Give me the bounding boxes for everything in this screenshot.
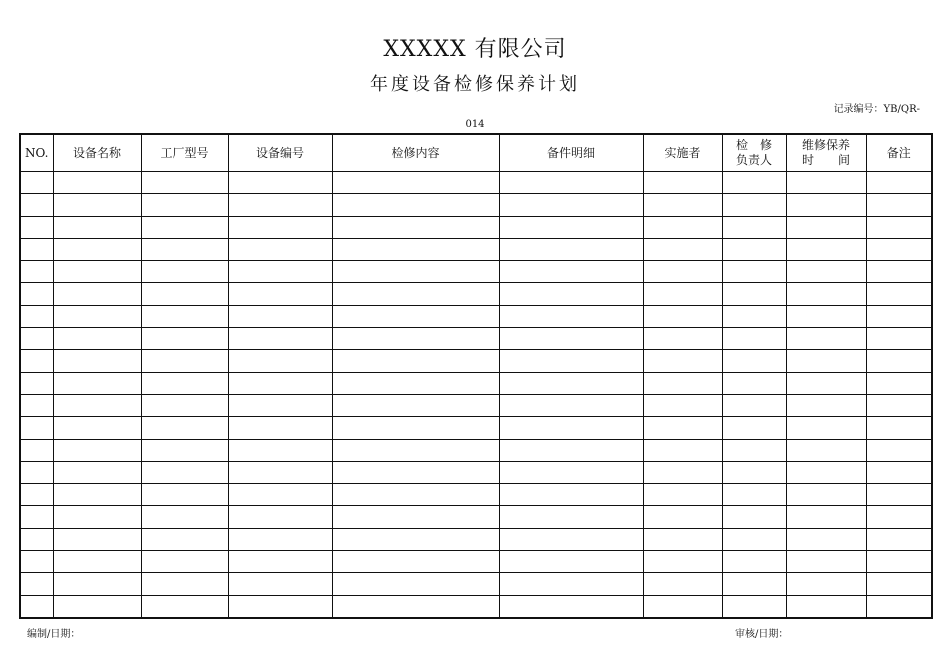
table-row <box>20 283 932 305</box>
cell-no[interactable] <box>20 595 53 618</box>
record-number-label: 记录编号：YB/QR- <box>833 104 920 115</box>
cell-equipment-number[interactable] <box>228 417 332 439</box>
cell-equipment-name[interactable] <box>53 595 141 618</box>
cell-responsible[interactable] <box>722 350 786 372</box>
cell-equipment-name[interactable] <box>53 528 141 550</box>
cell-maintenance-time[interactable] <box>786 484 866 506</box>
cell-equipment-name[interactable] <box>53 194 141 216</box>
cell-equipment-number[interactable] <box>228 484 332 506</box>
cell-equipment-number[interactable] <box>228 461 332 483</box>
cell-factory-model[interactable] <box>141 417 228 439</box>
cell-factory-model[interactable] <box>141 528 228 550</box>
cell-maintenance-content[interactable] <box>332 461 499 483</box>
document-title: 年度设备检修保养计划 <box>370 74 580 95</box>
cell-factory-model[interactable] <box>141 484 228 506</box>
cell-responsible[interactable] <box>722 551 786 573</box>
cell-maintenance-content[interactable] <box>332 372 499 394</box>
cell-implementer[interactable] <box>643 305 722 327</box>
cell-implementer[interactable] <box>643 461 722 483</box>
cell-maintenance-content[interactable] <box>332 595 499 618</box>
cell-no[interactable] <box>20 172 53 194</box>
column-header-label: 实施者 <box>664 145 701 160</box>
cell-spare-parts[interactable] <box>499 372 643 394</box>
table-row <box>20 305 932 327</box>
cell-spare-parts[interactable] <box>499 194 643 216</box>
cell-spare-parts[interactable] <box>499 328 643 350</box>
cell-maintenance-time[interactable] <box>786 261 866 283</box>
cell-remarks[interactable] <box>866 461 932 483</box>
cell-no[interactable] <box>20 261 53 283</box>
table-row <box>20 461 932 483</box>
cell-maintenance-time[interactable] <box>786 394 866 416</box>
cell-maintenance-time[interactable] <box>786 506 866 528</box>
cell-remarks[interactable] <box>866 238 932 260</box>
cell-remarks[interactable] <box>866 194 932 216</box>
cell-maintenance-content[interactable] <box>332 528 499 550</box>
column-header-label: 检 修 <box>735 138 772 152</box>
cell-equipment-name[interactable] <box>53 261 141 283</box>
column-header-maintenance-content <box>332 134 499 172</box>
cell-remarks[interactable] <box>866 528 932 550</box>
cell-maintenance-content[interactable] <box>332 283 499 305</box>
cell-responsible[interactable] <box>722 328 786 350</box>
cell-no[interactable] <box>20 372 53 394</box>
cell-responsible[interactable] <box>722 305 786 327</box>
cell-no[interactable] <box>20 305 53 327</box>
cell-responsible[interactable] <box>722 394 786 416</box>
table-row <box>20 417 932 439</box>
cell-factory-model[interactable] <box>141 506 228 528</box>
table-row <box>20 439 932 461</box>
column-header-factory-model <box>141 134 228 172</box>
cell-maintenance-time[interactable] <box>786 305 866 327</box>
cell-responsible[interactable] <box>722 484 786 506</box>
cell-no[interactable] <box>20 216 53 238</box>
cell-equipment-name[interactable] <box>53 372 141 394</box>
column-header-implementer <box>643 134 722 172</box>
cell-maintenance-time[interactable] <box>786 283 866 305</box>
cell-no[interactable] <box>20 484 53 506</box>
cell-spare-parts[interactable] <box>499 506 643 528</box>
cell-remarks[interactable] <box>866 283 932 305</box>
cell-implementer[interactable] <box>643 328 722 350</box>
cell-implementer[interactable] <box>643 394 722 416</box>
cell-maintenance-content[interactable] <box>332 216 499 238</box>
cell-equipment-name[interactable] <box>53 216 141 238</box>
reviewed-by-date-label: 审核/日期： <box>735 629 789 640</box>
cell-spare-parts[interactable] <box>499 394 643 416</box>
cell-remarks[interactable] <box>866 372 932 394</box>
cell-no[interactable] <box>20 573 53 595</box>
cell-spare-parts[interactable] <box>499 261 643 283</box>
cell-equipment-name[interactable] <box>53 394 141 416</box>
cell-spare-parts[interactable] <box>499 216 643 238</box>
cell-maintenance-time[interactable] <box>786 573 866 595</box>
cell-maintenance-time[interactable] <box>786 595 866 618</box>
cell-maintenance-content[interactable] <box>332 305 499 327</box>
cell-spare-parts[interactable] <box>499 172 643 194</box>
cell-equipment-name[interactable] <box>53 439 141 461</box>
cell-equipment-number[interactable] <box>228 283 332 305</box>
cell-no[interactable] <box>20 328 53 350</box>
cell-remarks[interactable] <box>866 506 932 528</box>
cell-spare-parts[interactable] <box>499 528 643 550</box>
cell-equipment-number[interactable] <box>228 372 332 394</box>
column-header-label: 工厂型号 <box>160 145 209 160</box>
column-header-label: NO. <box>25 145 49 160</box>
cell-equipment-number[interactable] <box>228 551 332 573</box>
cell-remarks[interactable] <box>866 417 932 439</box>
cell-spare-parts[interactable] <box>499 283 643 305</box>
cell-equipment-name[interactable] <box>53 551 141 573</box>
table-row <box>20 238 932 260</box>
cell-equipment-name[interactable] <box>53 573 141 595</box>
cell-responsible[interactable] <box>722 595 786 618</box>
cell-factory-model[interactable] <box>141 172 228 194</box>
cell-responsible[interactable] <box>722 261 786 283</box>
table-row <box>20 350 932 372</box>
cell-equipment-name[interactable] <box>53 350 141 372</box>
cell-implementer[interactable] <box>643 350 722 372</box>
cell-responsible[interactable] <box>722 172 786 194</box>
cell-remarks[interactable] <box>866 484 932 506</box>
cell-maintenance-content[interactable] <box>332 328 499 350</box>
cell-remarks[interactable] <box>866 328 932 350</box>
cell-maintenance-time[interactable] <box>786 238 866 260</box>
cell-maintenance-time[interactable] <box>786 350 866 372</box>
cell-maintenance-time[interactable] <box>786 216 866 238</box>
cell-factory-model[interactable] <box>141 394 228 416</box>
cell-spare-parts[interactable] <box>499 350 643 372</box>
cell-implementer[interactable] <box>643 372 722 394</box>
table-row <box>20 328 932 350</box>
cell-spare-parts[interactable] <box>499 439 643 461</box>
cell-factory-model[interactable] <box>141 461 228 483</box>
cell-maintenance-content[interactable] <box>332 172 499 194</box>
cell-spare-parts[interactable] <box>499 461 643 483</box>
cell-implementer[interactable] <box>643 595 722 618</box>
cell-maintenance-time[interactable] <box>786 439 866 461</box>
column-header-label: 设备名称 <box>72 145 121 160</box>
cell-implementer[interactable] <box>643 439 722 461</box>
cell-equipment-name[interactable] <box>53 283 141 305</box>
cell-factory-model[interactable] <box>141 194 228 216</box>
cell-remarks[interactable] <box>866 551 932 573</box>
cell-remarks[interactable] <box>866 305 932 327</box>
column-header-responsible <box>722 134 786 172</box>
column-header-remarks <box>866 134 932 172</box>
column-header-equipment-number <box>228 134 332 172</box>
cell-responsible[interactable] <box>722 461 786 483</box>
table-row <box>20 528 932 550</box>
cell-spare-parts[interactable] <box>499 238 643 260</box>
cell-no[interactable] <box>20 283 53 305</box>
cell-implementer[interactable] <box>643 194 722 216</box>
cell-maintenance-content[interactable] <box>332 194 499 216</box>
cell-equipment-number[interactable] <box>228 216 332 238</box>
cell-maintenance-content[interactable] <box>332 439 499 461</box>
cell-equipment-number[interactable] <box>228 439 332 461</box>
cell-equipment-number[interactable] <box>228 350 332 372</box>
cell-remarks[interactable] <box>866 439 932 461</box>
table-row <box>20 573 932 595</box>
cell-no[interactable] <box>20 528 53 550</box>
cell-responsible[interactable] <box>722 573 786 595</box>
cell-implementer[interactable] <box>643 528 722 550</box>
table-row <box>20 172 932 194</box>
column-header-label: 维修保养 <box>801 138 850 152</box>
cell-spare-parts[interactable] <box>499 551 643 573</box>
column-header-label-line2: 负责人 <box>735 153 772 167</box>
cell-spare-parts[interactable] <box>499 484 643 506</box>
cell-no[interactable] <box>20 461 53 483</box>
cell-equipment-number[interactable] <box>228 328 332 350</box>
cell-equipment-number[interactable] <box>228 238 332 260</box>
table-body <box>20 172 932 618</box>
cell-factory-model[interactable] <box>141 283 228 305</box>
cell-maintenance-time[interactable] <box>786 172 866 194</box>
cell-responsible[interactable] <box>722 283 786 305</box>
cell-responsible[interactable] <box>722 372 786 394</box>
cell-no[interactable] <box>20 439 53 461</box>
cell-maintenance-content[interactable] <box>332 238 499 260</box>
cell-maintenance-content[interactable] <box>332 506 499 528</box>
column-header-label: 检修内容 <box>391 145 440 160</box>
cell-spare-parts[interactable] <box>499 573 643 595</box>
cell-implementer[interactable] <box>643 551 722 573</box>
cell-no[interactable] <box>20 551 53 573</box>
table-row <box>20 216 932 238</box>
cell-factory-model[interactable] <box>141 551 228 573</box>
cell-maintenance-time[interactable] <box>786 417 866 439</box>
cell-no[interactable] <box>20 417 53 439</box>
cell-equipment-number[interactable] <box>228 506 332 528</box>
table-row <box>20 484 932 506</box>
cell-factory-model[interactable] <box>141 328 228 350</box>
column-header-label-line2: 时 间 <box>801 153 850 167</box>
cell-maintenance-content[interactable] <box>332 417 499 439</box>
cell-equipment-number[interactable] <box>228 595 332 618</box>
cell-factory-model[interactable] <box>141 573 228 595</box>
column-header-maintenance-time <box>786 134 866 172</box>
cell-maintenance-content[interactable] <box>332 484 499 506</box>
cell-equipment-number[interactable] <box>228 261 332 283</box>
cell-maintenance-content[interactable] <box>332 573 499 595</box>
cell-factory-model[interactable] <box>141 261 228 283</box>
table-row <box>20 194 932 216</box>
cell-remarks[interactable] <box>866 350 932 372</box>
cell-no[interactable] <box>20 194 53 216</box>
cell-implementer[interactable] <box>643 573 722 595</box>
cell-factory-model[interactable] <box>141 595 228 618</box>
cell-factory-model[interactable] <box>141 439 228 461</box>
cell-responsible[interactable] <box>722 194 786 216</box>
cell-spare-parts[interactable] <box>499 595 643 618</box>
cell-factory-model[interactable] <box>141 216 228 238</box>
cell-implementer[interactable] <box>643 506 722 528</box>
cell-maintenance-content[interactable] <box>332 350 499 372</box>
cell-remarks[interactable] <box>866 394 932 416</box>
cell-equipment-number[interactable] <box>228 305 332 327</box>
cell-equipment-name[interactable] <box>53 172 141 194</box>
cell-equipment-number[interactable] <box>228 528 332 550</box>
cell-no[interactable] <box>20 394 53 416</box>
cell-maintenance-time[interactable] <box>786 194 866 216</box>
cell-implementer[interactable] <box>643 484 722 506</box>
cell-factory-model[interactable] <box>141 305 228 327</box>
cell-maintenance-time[interactable] <box>786 372 866 394</box>
cell-no[interactable] <box>20 506 53 528</box>
column-header-label: 备注 <box>886 145 911 160</box>
cell-responsible[interactable] <box>722 506 786 528</box>
cell-responsible[interactable] <box>722 238 786 260</box>
cell-no[interactable] <box>20 350 53 372</box>
cell-implementer[interactable] <box>643 172 722 194</box>
cell-maintenance-time[interactable] <box>786 551 866 573</box>
cell-equipment-name[interactable] <box>53 506 141 528</box>
column-header-equipment-name <box>53 134 141 172</box>
cell-responsible[interactable] <box>722 439 786 461</box>
cell-factory-model[interactable] <box>141 350 228 372</box>
cell-remarks[interactable] <box>866 573 932 595</box>
table-row <box>20 394 932 416</box>
cell-maintenance-time[interactable] <box>786 461 866 483</box>
column-header-label: 备件明细 <box>546 145 595 160</box>
maintenance-plan-table <box>19 133 933 619</box>
cell-factory-model[interactable] <box>141 238 228 260</box>
column-header-spare-parts <box>499 134 643 172</box>
cell-equipment-name[interactable] <box>53 305 141 327</box>
table-row <box>20 372 932 394</box>
cell-equipment-name[interactable] <box>53 484 141 506</box>
company-title: XXXXX 有限公司 <box>383 37 567 62</box>
cell-maintenance-content[interactable] <box>332 394 499 416</box>
table-row <box>20 595 932 618</box>
cell-implementer[interactable] <box>643 238 722 260</box>
column-header-label: 设备编号 <box>255 145 304 160</box>
cell-maintenance-content[interactable] <box>332 551 499 573</box>
prepared-by-date-label: 编制/日期： <box>27 629 81 640</box>
cell-no[interactable] <box>20 238 53 260</box>
cell-responsible[interactable] <box>722 417 786 439</box>
cell-implementer[interactable] <box>643 216 722 238</box>
cell-maintenance-time[interactable] <box>786 528 866 550</box>
column-header-no <box>20 134 53 172</box>
table-header-row <box>20 134 932 172</box>
cell-responsible[interactable] <box>722 216 786 238</box>
cell-equipment-name[interactable] <box>53 238 141 260</box>
cell-equipment-number[interactable] <box>228 573 332 595</box>
cell-implementer[interactable] <box>643 283 722 305</box>
cell-spare-parts[interactable] <box>499 305 643 327</box>
cell-maintenance-content[interactable] <box>332 261 499 283</box>
cell-remarks[interactable] <box>866 261 932 283</box>
cell-equipment-name[interactable] <box>53 461 141 483</box>
cell-maintenance-time[interactable] <box>786 328 866 350</box>
cell-factory-model[interactable] <box>141 372 228 394</box>
cell-remarks[interactable] <box>866 595 932 618</box>
cell-spare-parts[interactable] <box>499 417 643 439</box>
cell-equipment-name[interactable] <box>53 328 141 350</box>
cell-implementer[interactable] <box>643 261 722 283</box>
cell-responsible[interactable] <box>722 528 786 550</box>
cell-equipment-number[interactable] <box>228 194 332 216</box>
record-number-suffix: 014 <box>465 119 485 130</box>
table-row <box>20 551 932 573</box>
cell-remarks[interactable] <box>866 172 932 194</box>
cell-remarks[interactable] <box>866 216 932 238</box>
cell-implementer[interactable] <box>643 417 722 439</box>
cell-equipment-name[interactable] <box>53 417 141 439</box>
table-row <box>20 506 932 528</box>
table-row <box>20 261 932 283</box>
cell-equipment-number[interactable] <box>228 172 332 194</box>
cell-equipment-number[interactable] <box>228 394 332 416</box>
